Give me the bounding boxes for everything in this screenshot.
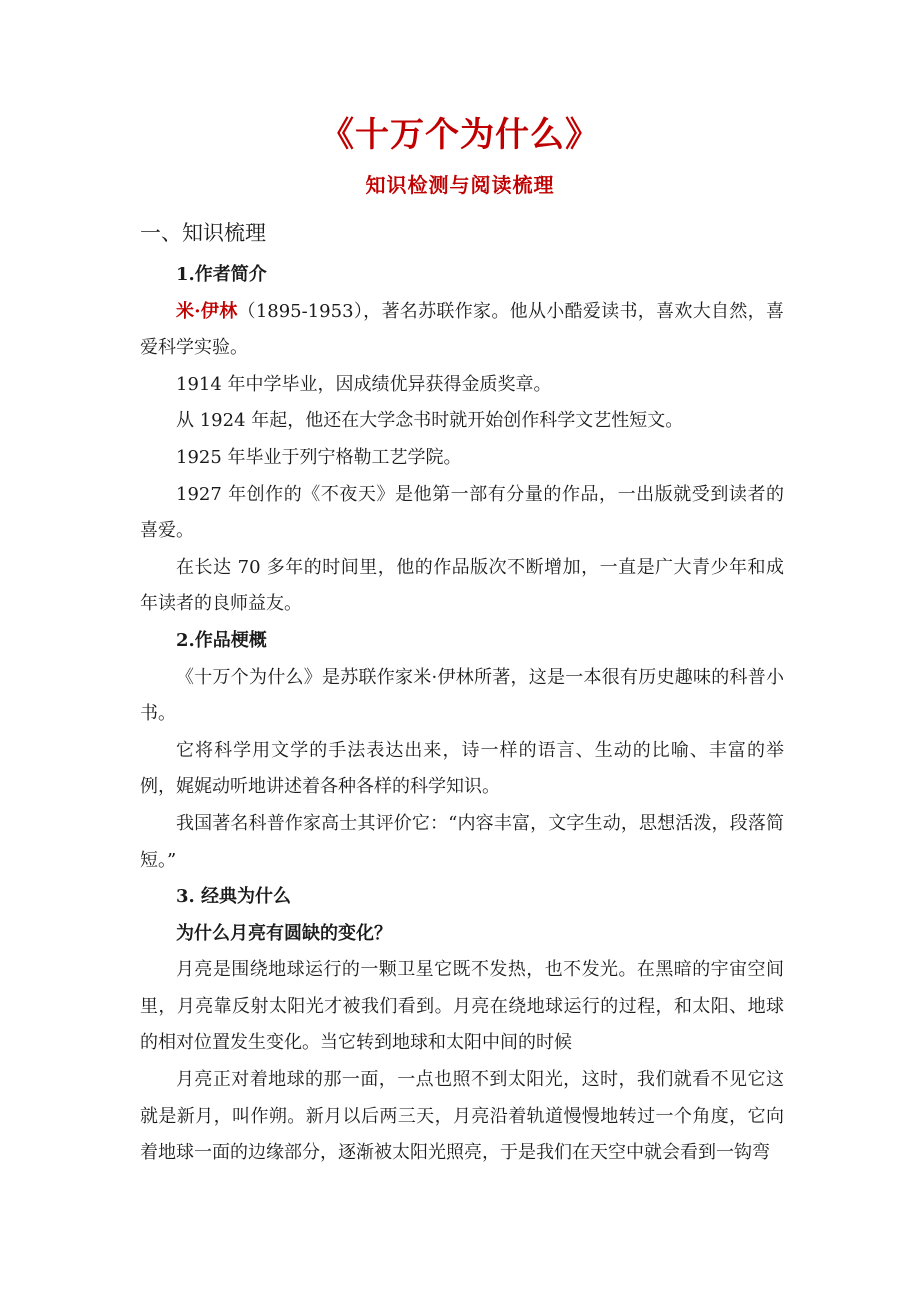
- classic-paragraph: 月亮是围绕地球运行的一颗卫星它既不发热，也不发光。在黑暗的宇宙空间里，月亮靠反射太阳光才被我们看到。月亮在绕地球运行的过程，和太阳、地球的相对位置发生变化。当它转到地球和太阳中间的时候: [140, 959, 784, 1054]
- document-subtitle: 知识检测与阅读梳理: [365, 173, 555, 197]
- author-paragraph: 1925 年毕业于列宁格勒工艺学院。: [176, 446, 462, 468]
- author-paragraph: 在长达 70 多年的时间里，他的作品版次不断增加，一直是广大青少年和成年读者的良师益友。: [140, 556, 784, 615]
- summary-heading: 2.作品梗概: [176, 629, 267, 651]
- author-intro-paragraph: [140, 294, 784, 367]
- section-heading: 一、知识梳理: [140, 221, 266, 245]
- classic-question: 为什么月亮有圆缺的变化？: [176, 922, 392, 944]
- summary-paragraph: 我国著名科普作家高士其评价它：“内容丰富，文字生动，思想活泼，段落简短。”: [140, 812, 784, 871]
- author-paragraph: 从 1924 年起，他还在大学念书时就开始创作科学文艺性短文。: [176, 410, 684, 432]
- classic-paragraph: 月亮正对着地球的那一面，一点也照不到太阳光，这时，我们就看不见它这就是新月，叫作朔。新月以后两三天，月亮沿着轨道慢慢地转过一个角度，它向着地球一面的边缘部分，逐渐被太阳光照亮，于是我们在天空中就会看到一钩弯: [140, 1069, 784, 1164]
- summary-paragraph: 它将科学用文学的手法表达出来，诗一样的语言、生动的比喻、丰富的举例，娓娓动听地讲述着各种各样的科学知识。: [140, 739, 784, 798]
- author-paragraph: 1914 年中学毕业，因成绩优异获得金质奖章。: [176, 373, 552, 395]
- author-name: 米·伊林: [176, 300, 238, 322]
- document-body: [140, 257, 784, 1172]
- author-paragraph: 1927 年创作的《不夜天》是他第一部有分量的作品，一出版就受到读者的喜爱。: [140, 483, 784, 542]
- document-title: 《十万个为什么》: [320, 115, 600, 155]
- author-heading: 1.作者简介: [176, 264, 267, 285]
- author-intro-text: （1895-1953），著名苏联作家。他从小酷爱读书，喜欢大自然，喜爱科学实验。: [140, 300, 784, 359]
- summary-paragraph: 《十万个为什么》是苏联作家米·伊林所著，这是一本很有历史趣味的科普小书。: [140, 666, 784, 725]
- classic-heading: 3. 经典为什么: [176, 886, 292, 908]
